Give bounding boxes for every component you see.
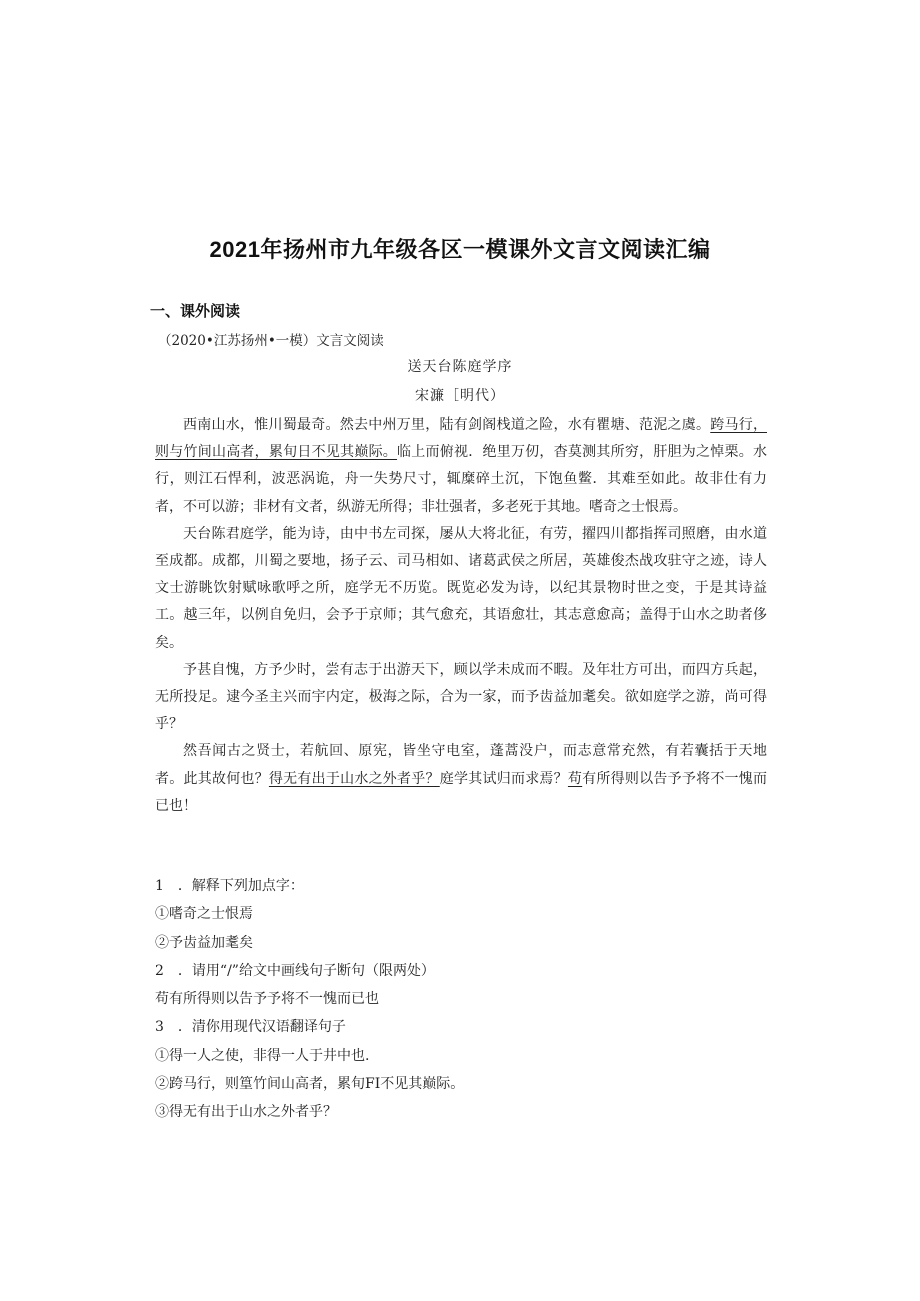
underlined-sentence: 得无有出于山水之外者乎？ <box>268 770 440 787</box>
section-heading: 一、课外阅读 <box>150 303 241 320</box>
question-line: 1 ．解释下列加点字： <box>155 878 304 894</box>
essay-title: 送天台陈庭学序 <box>407 359 513 375</box>
passage-paragraph <box>155 412 767 521</box>
question-line: ③得无有出于山水之外者乎？ <box>155 1104 337 1121</box>
document-title: 2021年扬州市九年级各区一模课外文言文阅读汇编 <box>209 237 711 262</box>
underlined-sentence: 跨马行，则与竹间山高者，累旬日不见其巅际。 <box>155 417 767 461</box>
passage-text: 有所得则以告予予将不一愧而已也！ <box>155 770 768 814</box>
question-line: ①嗜奇之士恨焉 <box>155 906 253 923</box>
question-line: 3 ．清你用现代汉语翻译句子 <box>155 1019 346 1036</box>
passage-paragraph <box>155 738 767 820</box>
underlined-sentence: 苟 <box>567 770 583 787</box>
question-line: ②予齿益加耄矣 <box>155 934 253 951</box>
question-line: ①得一人之使，非得一人于井中也. <box>155 1047 370 1064</box>
passage-text: 天台陈君庭学，能为诗，由中书左司探，屡从大将北征，有劳，擢四川都指挥司照磨，由水道至成都。成都，川蜀之要地，扬子云、司马相如、诸葛武侯之所居，英雄俊杰战攻驻守之迹，诗人文士游眺饮射赋咏歌呼之所，庭学无不历览。既览必发为诗，以纪其景物时世之变，于是其诗益工。越三年，以例自免归，会予于京师；其气愈充，其语愈壮，其志意愈高；盖得于山水之助者侈矣。 <box>155 525 767 651</box>
passage-body <box>155 412 767 820</box>
passage-paragraph <box>155 657 767 739</box>
question-list <box>155 872 767 1127</box>
essay-author: 宋濂［明代） <box>415 388 505 404</box>
source-citation: （2020•江苏扬州•一模）文言文阅读 <box>158 333 384 349</box>
question-line: 苟有所得则以告予予将不一愧而已也 <box>155 991 379 1008</box>
question-line: ②跨马行，则篁竹间山高者，累旬FI不见其巅际。 <box>155 1076 465 1093</box>
question-line: 2 ．请用“/”给文中画线句子断句（限两处） <box>155 962 435 979</box>
passage-paragraph <box>155 521 767 657</box>
passage-text: 临上而俯视．绝里万仞，杳莫测其所穷，肝胆为之悼栗。水行，则江石悍利，波恶涡诡，舟一失势尺寸，辄糜碎土沉，下饱鱼鳖．其难至如此。故非仕有力者，不可以游；非材有文者，纵游无所得；非壮强者，多老死于其地。嗜奇之士恨焉。 <box>155 444 767 515</box>
passage-text: 庭学其试归而求焉？ <box>439 770 568 787</box>
passage-text: 然吾闻古之贤士，若航回、原宪，皆坐守电室，蓬蒿没户，而志意常充然，有若囊括于天地者。此其故何也？ <box>155 743 767 787</box>
passage-text: 予甚自愧，方予少时，尝有志于出游天下，顾以学未成而不暇。及年壮方可出，而四方兵起，无所投足。逮今圣主兴而宇内定，极海之际，合为一家，而予齿益加耄矣。欲如庭学之游，尚可得乎？ <box>155 661 767 733</box>
passage-text: 西南山水，惟川蜀最奇。然去中州万里，陆有剑阁栈道之险，水有瞿塘、范泥之虞。 <box>183 417 711 433</box>
